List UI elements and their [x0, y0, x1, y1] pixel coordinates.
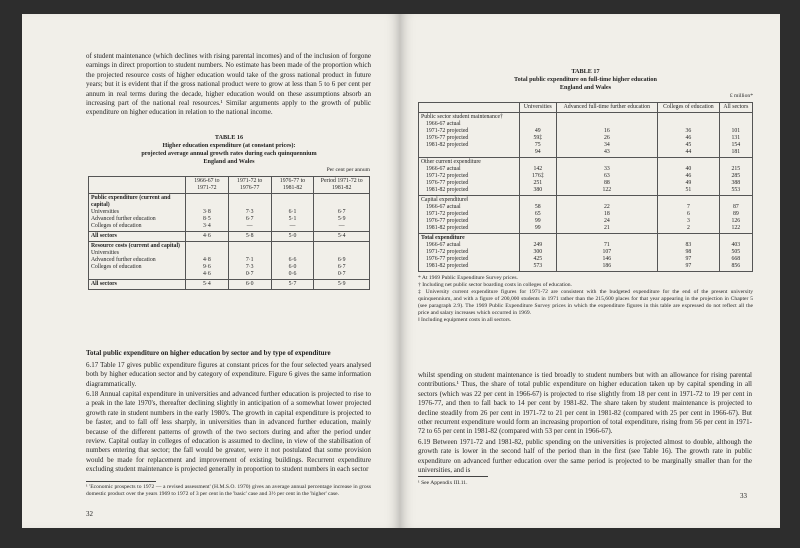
table-17-cell: 88 [603, 180, 610, 186]
table-17-cell: 45 [685, 142, 692, 148]
table-17-cell: 63 [603, 173, 610, 179]
table-16-section-2-heading: Resource costs (current and capital) [91, 243, 180, 249]
table-16-cell: 6·7 [337, 264, 346, 270]
table-17-cell: 49 [534, 128, 541, 134]
table-16-cell: 6·7 [337, 209, 346, 215]
table-16-row-label: Advanced further education [91, 216, 156, 222]
table-17-cell: 122 [602, 187, 612, 193]
table-17-cell: 186 [602, 263, 612, 269]
table-17-section-3-heading: Capital expenditure‖ [421, 197, 469, 203]
table-17-cell: 131 [731, 135, 741, 141]
table-16-total-label: All sectors [89, 280, 186, 290]
table-17-row-label: 1971-72 projected [426, 128, 469, 134]
table-16-cell: 6·6 [288, 257, 297, 263]
table-17-cell: 59‡ [533, 135, 543, 141]
table-17-cell: 101 [731, 128, 741, 134]
table-17-cell: 36 [685, 128, 692, 134]
table-16-cell: 6·7 [245, 216, 254, 222]
table-17-row-label: 1971-72 projected [426, 173, 469, 179]
table-17-cell: 34 [603, 142, 610, 148]
table-17-note: ‡ University current expenditure figures for 1971-72 are consistent with the budgeted expenditure for the end of the present university quinquennium, and with a figure of 200,000 students in 1971 rather than the 215,600 places for that year appearing in the projection in Chapter 5 (see paragraph 2.9). The 1969 Public Expenditure Survey prices in which the expenditure figures in this table are expressed do not reflect all the price and salary increases which occurred in 1969. [418, 289, 753, 316]
table-16-cell: 5·0 [271, 232, 314, 242]
table-16-cell: 0·7 [245, 271, 254, 277]
table-17-section-4 [419, 234, 753, 272]
table-17-cell: 99 [534, 225, 541, 231]
table-17-col-3: Colleges of education [658, 103, 720, 113]
table-16-cell: 6·1 [288, 209, 297, 215]
table-17-cell: 94 [534, 149, 541, 155]
table-16 [88, 134, 370, 290]
table-17-cell: 2 [686, 225, 690, 231]
right-page [400, 14, 780, 528]
table-17-row-label: 1966-67 actual [426, 121, 461, 127]
table-17-cell: 553 [731, 187, 741, 193]
table-16-cell: 3·4 [203, 223, 211, 229]
table-16-row-label: Universities [91, 250, 120, 256]
table-16-cell: 6·0 [228, 280, 271, 290]
table-17-cell: 6 [686, 211, 690, 217]
table-16-col-3: 1976-77 to 1981-82 [271, 177, 314, 194]
table-17-note: * At 1969 Public Expenditure Survey prices. [418, 275, 518, 281]
table-17-cell: 126 [731, 218, 741, 224]
table-17-cell: 285 [731, 173, 741, 179]
table-17-cell: 142 [533, 166, 543, 172]
table-17-note: ‖ Including equipment costs in all sectors. [418, 317, 512, 323]
table-16-cell: 6·0 [288, 264, 297, 270]
table-17-cell: 425 [533, 256, 543, 262]
table-16-cell: 7·3 [245, 209, 254, 215]
table-17-cell: 33 [603, 166, 610, 172]
table-16-cell: 4·8 [203, 257, 211, 263]
table-17-cell: 251 [533, 180, 543, 186]
table-17-cell: 46 [685, 135, 692, 141]
table-16-cell: 7·3 [245, 264, 254, 270]
table-17-cell: 7 [686, 204, 690, 210]
table-17 [418, 68, 753, 324]
paragraph-6-19: 6.19 Between 1971-72 and 1981-82, public spending on the universities is projected almost to double, although the growth rate is lower in the second half of the period than in the first (see Table 16). The growth rate in public expenditure on advanced further education over the same period is projected to be marginally smaller than for the universities, and is [418, 438, 752, 475]
table-16-cell: 5·4 [314, 232, 370, 242]
page-number-left: 32 [86, 510, 93, 518]
table-17-cell: 46 [685, 173, 692, 179]
table-17-section-1-heading: Public sector student maintenance† [421, 114, 503, 120]
table-16-cell: 5·9 [337, 216, 346, 222]
table-17-cell: 21 [603, 225, 610, 231]
table-17-section-4-heading: Total expenditure [421, 235, 465, 241]
table-16-cell: 4·6 [203, 271, 211, 277]
table-17-cell: 65 [534, 211, 541, 217]
table-17-cell: 87 [732, 204, 739, 210]
table-17-cell: 16 [603, 128, 610, 134]
table-17-row-label: 1971-72 projected [426, 249, 469, 255]
footnote-rule [86, 481, 156, 482]
table-17-cell: 403 [731, 242, 741, 248]
table-16-subtitle: projected average annual growth rates during each quinquennium [141, 150, 317, 157]
table-16-cell: 3·8 [203, 209, 211, 215]
table-16-cell: 6·9 [337, 257, 346, 263]
table-17-row-label: 1981-82 projected [426, 187, 469, 193]
table-16-cell: 7·1 [245, 257, 254, 263]
paragraph-6-17: 6.17 Table 17 gives public expenditure figures at constant prices for the four selected years analysed both by higher education sector and by category of expenditure. Figure 6 gives the same information diagrammatically. [86, 361, 371, 388]
table-17-col-1: Universities [520, 103, 557, 113]
table-17-cell: 98 [685, 249, 692, 255]
table-16-cell: 0·7 [337, 271, 346, 277]
table-17-cell: 22 [603, 204, 610, 210]
table-17-cell: 43 [603, 149, 610, 155]
table-17-row-label: 1966-67 actual [426, 242, 461, 248]
table-16-cell: 5·9 [314, 280, 370, 290]
table-16-total-row [89, 232, 370, 242]
table-17-row-label: 1976-77 projected [426, 218, 469, 224]
table-17-cell: 573 [533, 263, 543, 269]
table-17-col-2: Advanced full-time further education [556, 103, 657, 113]
left-footnote: ¹ 'Economic prospects to 1972 — a revised assessment' (H.M.S.O. 1970) gives an average annual percentage increase in gross domestic product over the years 1969 to 1972 of 3 per cent in the 'basic' case and 3½ per cent in the 'higher' case. [86, 484, 371, 497]
table-16-cell: 5·7 [271, 280, 314, 290]
table-17-cell: 122 [731, 225, 741, 231]
table-17-cell: 44 [685, 149, 692, 155]
table-17-row-label: 1971-72 projected [426, 211, 469, 217]
table-17-notes [418, 275, 753, 324]
intro-paragraph: of student maintenance (which declines with rising parental incomes) and of the inclusion of forgone earnings in direct proportion to student numbers. No estimate has been made of the proportion which the projected resource costs of higher education would take of the gross national product in future years; but it is evident that if the gross national product were to grow at less than 5 to 6 per cent per annum in real terms during the decade, higher education would on these assumptions absorb an increasing part of the national real resources.¹ Similar arguments apply to the growth of public expenditure on higher education in relation to the national income. [86, 52, 371, 117]
table-17-section-3 [419, 196, 753, 234]
table-16-section-1 [89, 194, 370, 232]
table-16-total-label: All sectors [89, 232, 186, 242]
table-16-col-2: 1971-72 to 1976-77 [228, 177, 271, 194]
table-17-cell: 300 [533, 249, 543, 255]
table-17-row-label: 1976-77 projected [426, 180, 469, 186]
table-17-cell: 249 [533, 242, 543, 248]
table-16-number: TABLE 16 [214, 134, 244, 141]
table-16-cell: 8·5 [203, 216, 211, 222]
table-16-region: England and Wales [203, 158, 255, 165]
table-17-cell: 146 [602, 256, 612, 262]
table-17-cell: 380 [533, 187, 543, 193]
table-17-cell: 75 [534, 142, 541, 148]
table-17-row-label: 1981-82 projected [426, 142, 469, 148]
table-17-cell: 388 [731, 180, 741, 186]
table-17-number: TABLE 17 [571, 68, 600, 75]
footnote-rule [418, 476, 488, 477]
table-16-cell: 9·6 [203, 264, 211, 270]
table-17-row-label: 1976-77 projected [426, 135, 469, 141]
table-17-unit: £ million* [729, 93, 753, 99]
table-17-cell: 89 [732, 211, 739, 217]
page-number-right: 33 [740, 492, 747, 500]
table-16-row-label: Colleges of education [91, 223, 142, 229]
table-17-corner [419, 103, 520, 113]
table-17-cell: 71 [603, 242, 610, 248]
right-footnote: ¹ See Appendix III.11. [418, 480, 468, 486]
table-16-col-1: 1966-67 to 1971-72 [186, 177, 229, 194]
table-16-corner [89, 177, 186, 194]
table-17-cell: 97 [685, 263, 692, 269]
table-16-cell: — [289, 223, 296, 229]
table-17-cell: 856 [731, 263, 741, 269]
table-16-grid [88, 176, 370, 290]
table-17-col-4: All sectors [719, 103, 752, 113]
table-16-cell: — [338, 223, 345, 229]
table-17-cell: 83 [685, 242, 692, 248]
table-16-title: Higher education expenditure (at constant prices): [162, 142, 296, 149]
table-17-cell: 107 [602, 249, 612, 255]
table-16-row-label: Advanced further education [91, 257, 156, 263]
table-17-row-label: 1981-82 projected [426, 263, 469, 269]
table-17-cell: 176‡ [532, 173, 544, 179]
table-17-row-label: 1981-82 projected [426, 225, 469, 231]
table-17-section-2-heading: Other current expenditure [421, 159, 481, 165]
left-page [22, 14, 400, 528]
table-17-note: † Including net public sector boarding costs in colleges of education. [418, 282, 572, 288]
table-16-section-2 [89, 242, 370, 280]
table-16-col-4: Period 1971-72 to 1981-82 [314, 177, 370, 194]
table-17-cell: 181 [731, 149, 741, 155]
table-17-section-2 [419, 158, 753, 196]
section-heading: Total public expenditure on higher education by sector and by type of expenditure [86, 349, 331, 357]
table-16-cell: — [246, 223, 253, 229]
table-17-row-label: 1966-67 actual [426, 204, 461, 210]
table-17-grid [418, 102, 753, 272]
table-17-cell: 51 [685, 187, 692, 193]
table-17-cell: 24 [603, 218, 610, 224]
table-16-cell: 5·8 [228, 232, 271, 242]
book-spread [22, 14, 780, 528]
right-body-paragraph: whilst spending on student maintenance is tied broadly to student numbers but with an allowance for rising parental contributions.¹ Thus, the share of total public expenditure on higher education taken up by capital spending in all sectors (which was 22 per cent in 1966-67) is projected to rise slightly from 18 per cent in 1971-72 to 19 per cent in 1976-77, and then to fall back to 14 per cent by 1981-82. The share taken by student maintenance is projected to decline steadily from 26 per cent in 1971-72 to 21 per cent in 1981-82 (compared with 25 per cent in 1966-67). But other recurrent expenditure would form an increasing proportion of total expenditure, rising from 56 per cent in 1971-72 to 65 per cent in 1981-82 (compared with 53 per cent in 1966-67). [418, 371, 752, 436]
table-17-row-label: 1976-77 projected [426, 256, 469, 262]
table-16-unit: Per cent per annum [326, 167, 370, 173]
paragraph-6-18: 6.18 Annual capital expenditure in universities and advanced further education is projected to rise to a peak in the late 1970's, thereafter declining slightly in anticipation of a somewhat lower projected growth rate in student numbers in the early 1980's. The growth in capital expenditure is projected to be faster, and to fall off less sharply, in universities than in advanced further education, mainly because of the different patterns of growth of the two sectors during and after the period under review. Capital outlay in colleges of education is assumed to decline, in view of the stabilisation of numbers entering that sector; the fall would be greater, were it not postulated that some provision would be made for replacement and improvement of existing buildings. Recurrent expenditure excluding student maintenance is projected generally in proportion to student numbers in each sector [86, 390, 371, 474]
table-16-row-label: Universities [91, 209, 120, 215]
table-16-cell: 5·1 [288, 216, 297, 222]
table-16-section-1-heading: Public expenditure (current and capital) [91, 195, 171, 208]
table-17-cell: 58 [534, 204, 541, 210]
table-16-cell: 4·6 [186, 232, 229, 242]
table-16-cell: 0·6 [288, 271, 297, 277]
table-16-cell: 5·4 [186, 280, 229, 290]
table-17-cell: 40 [685, 166, 692, 172]
table-16-total-row [89, 280, 370, 290]
table-17-cell: 154 [731, 142, 741, 148]
table-17-cell: 215 [731, 166, 741, 172]
table-17-title: Total public expenditure on full-time higher education [514, 76, 657, 83]
table-16-row-label: Colleges of education [91, 264, 142, 270]
table-17-cell: 26 [603, 135, 610, 141]
table-17-row-label: 1966-67 actual [426, 166, 461, 172]
table-17-region: England and Wales [559, 84, 612, 91]
table-17-cell: 99 [534, 218, 541, 224]
table-17-cell: 49 [685, 180, 692, 186]
table-17-cell: 18 [603, 211, 610, 217]
table-17-cell: 97 [685, 256, 692, 262]
table-17-cell: 3 [686, 218, 690, 224]
table-17-section-1 [419, 113, 753, 158]
table-17-cell: 668 [731, 256, 741, 262]
table-17-cell: 505 [731, 249, 741, 255]
